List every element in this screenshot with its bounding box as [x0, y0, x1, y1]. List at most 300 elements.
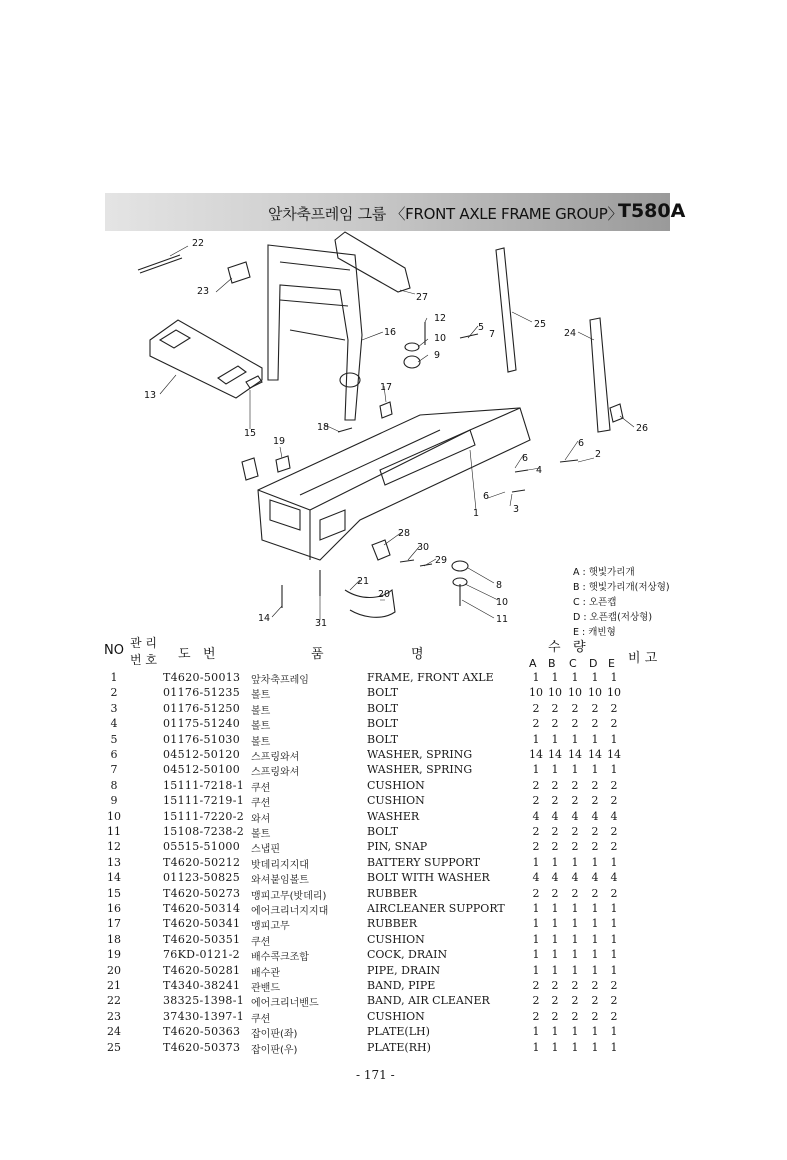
row-qty-e: 4	[610, 809, 618, 823]
row-korean-name: 스냅핀	[251, 844, 280, 856]
row-part-number: 01123-50825	[163, 871, 241, 885]
row-korean-name: 맹피고무	[251, 921, 290, 933]
callout-10b: 10	[496, 597, 509, 608]
callout-12: 12	[434, 313, 447, 324]
table-row	[0, 748, 787, 764]
row-qty-e: 1	[610, 732, 618, 746]
variant-legend	[573, 565, 670, 640]
table-row	[0, 887, 787, 903]
row-korean-name: 볼트	[251, 829, 271, 840]
row-qty-a: 2	[532, 778, 540, 792]
row-qty-a: 10	[529, 686, 543, 700]
row-qty-c: 2	[571, 825, 579, 838]
row-korean-name: 볼트	[251, 736, 271, 748]
row-qty-d: 2	[591, 778, 599, 792]
row-no: 25	[107, 1040, 121, 1054]
row-part-number: 01176-51250	[163, 701, 241, 715]
row-qty-a: 2	[532, 1009, 540, 1023]
row-qty-a: 1	[532, 763, 540, 777]
callout-3: 3	[513, 504, 520, 515]
model-code: T580A	[618, 200, 686, 222]
row-part-number: T4620-50273	[163, 886, 241, 900]
row-no: 20	[107, 963, 121, 977]
page-title: 앞차축프레임 그룹 〈FRONT AXLE FRAME GROUP〉	[268, 205, 623, 223]
row-part-number: 15111-7219-1	[163, 794, 245, 808]
callout-8: 8	[496, 580, 503, 591]
callout-5: 5	[478, 322, 485, 333]
row-qty-b: 1	[551, 671, 559, 684]
header-variant-b: B	[548, 657, 556, 670]
row-no: 3	[110, 701, 118, 715]
table-row	[0, 825, 787, 841]
row-part-number: T4620-50341	[163, 917, 241, 931]
row-qty-b: 2	[551, 1009, 559, 1023]
row-korean-name: 와셔붙임볼트	[251, 875, 309, 887]
row-part-number: 01175-51240	[163, 717, 241, 731]
row-korean-name: 배수관	[251, 967, 280, 979]
row-english-name: WASHER, SPRING	[367, 763, 473, 777]
header-variant-d: D	[589, 657, 598, 670]
callout-2: 2	[595, 449, 602, 460]
row-no: 12	[107, 840, 121, 854]
part-cushion-23	[228, 262, 250, 283]
table-row	[0, 717, 787, 733]
row-qty-e: 1	[610, 671, 618, 684]
row-no: 17	[107, 917, 121, 931]
row-korean-name: 배수콕크조합	[251, 952, 309, 964]
row-part-number: 04512-50100	[163, 763, 241, 777]
row-qty-d: 1	[591, 932, 599, 946]
row-qty-b: 1	[551, 963, 559, 977]
row-part-number: T4620-50351	[163, 932, 241, 946]
row-qty-e: 2	[610, 994, 618, 1008]
table-row	[0, 917, 787, 933]
row-part-number: T4620-50281	[163, 963, 241, 977]
row-qty-c: 2	[571, 717, 579, 731]
row-qty-b: 1	[551, 732, 559, 746]
row-qty-c: 2	[571, 994, 579, 1008]
row-qty-a: 2	[532, 717, 540, 731]
row-no: 11	[107, 825, 121, 838]
row-part-number: T4620-50013	[163, 671, 241, 684]
row-qty-d: 4	[591, 809, 599, 823]
row-english-name: WASHER, SPRING	[367, 748, 473, 761]
row-qty-e: 10	[607, 686, 621, 700]
row-qty-e: 2	[610, 794, 618, 808]
row-qty-a: 2	[532, 994, 540, 1008]
row-korean-name: 잡이판(우)	[251, 1044, 298, 1056]
row-english-name: RUBBER	[367, 886, 418, 900]
row-qty-b: 2	[551, 840, 559, 854]
row-qty-a: 1	[532, 1040, 540, 1054]
header-variant-c: C	[569, 657, 577, 670]
header-drawing-no: 도 번	[178, 647, 216, 662]
row-no: 8	[110, 778, 118, 792]
callout-19: 19	[273, 436, 286, 447]
row-qty-e: 1	[610, 1040, 618, 1054]
row-qty-c: 2	[571, 1009, 579, 1023]
row-qty-e: 1	[610, 917, 618, 931]
row-qty-b: 1	[551, 932, 559, 946]
row-no: 14	[107, 871, 121, 885]
row-english-name: BOLT	[367, 825, 399, 838]
row-qty-d: 2	[591, 886, 599, 900]
part-plate-25	[496, 248, 516, 372]
row-no: 24	[107, 1025, 121, 1039]
callout-6b: 6	[522, 453, 529, 464]
row-korean-name: 에어크리너지지대	[251, 906, 329, 917]
row-english-name: AIRCLEANER SUPPORT	[367, 902, 505, 915]
table-row	[0, 810, 787, 826]
row-english-name: COCK, DRAIN	[367, 948, 448, 962]
callout-14: 14	[258, 613, 271, 624]
row-qty-b: 10	[548, 686, 562, 700]
part-plate-27	[335, 232, 410, 292]
table-row	[0, 964, 787, 980]
row-korean-name: 와셔	[251, 813, 271, 825]
row-qty-a: 1	[532, 917, 540, 931]
row-qty-b: 2	[551, 794, 559, 808]
row-qty-d: 1	[591, 917, 599, 931]
row-part-number: 04512-50120	[163, 748, 241, 761]
row-english-name: BOLT	[367, 732, 399, 746]
row-no: 15	[107, 886, 121, 900]
row-english-name: PIN, SNAP	[367, 840, 428, 854]
row-no: 18	[107, 932, 121, 946]
row-qty-c: 1	[571, 963, 579, 977]
row-part-number: T4620-50212	[163, 855, 241, 869]
row-qty-c: 2	[571, 979, 579, 992]
row-qty-c: 1	[571, 932, 579, 946]
row-qty-a: 1	[532, 963, 540, 977]
legend-item: E : 캐빈형	[573, 627, 616, 638]
callout-23: 23	[197, 286, 210, 297]
row-no: 5	[110, 732, 118, 746]
row-qty-d: 1	[591, 855, 599, 869]
row-qty-e: 1	[610, 1025, 618, 1039]
row-part-number: 15111-7220-2	[163, 809, 245, 823]
row-qty-c: 1	[571, 1040, 579, 1054]
header-qty: 수 량	[548, 640, 586, 655]
header-variant-e: E	[608, 657, 615, 670]
row-english-name: PIPE, DRAIN	[367, 963, 441, 977]
legend-item: A : 햇빛가리개	[573, 567, 635, 578]
row-qty-c: 1	[571, 948, 579, 962]
callout-15: 15	[244, 428, 257, 439]
callout-29: 29	[435, 555, 448, 566]
row-korean-name: 에어크리너밴드	[251, 998, 319, 1010]
row-english-name: BAND, AIR CLEANER	[367, 994, 490, 1008]
callout-20: 20	[378, 589, 391, 600]
row-qty-a: 2	[532, 840, 540, 854]
row-qty-d: 1	[591, 763, 599, 777]
row-part-number: 76KD-0121-2	[163, 948, 240, 962]
row-qty-a: 1	[532, 948, 540, 962]
row-qty-e: 2	[610, 979, 618, 992]
row-qty-b: 1	[551, 763, 559, 777]
row-english-name: CUSHION	[367, 932, 425, 946]
callout-30: 30	[417, 542, 430, 553]
row-english-name: PLATE(LH)	[367, 1025, 430, 1039]
row-english-name: BOLT WITH WASHER	[367, 871, 490, 885]
callout-26: 26	[636, 423, 649, 434]
row-qty-b: 2	[551, 994, 559, 1008]
row-qty-c: 2	[571, 886, 579, 900]
row-qty-b: 4	[551, 871, 559, 885]
row-qty-a: 2	[532, 701, 540, 715]
row-qty-b: 1	[551, 948, 559, 962]
row-qty-b: 1	[551, 1040, 559, 1054]
row-qty-d: 2	[591, 794, 599, 808]
callout-9: 9	[434, 350, 441, 361]
table-row	[0, 948, 787, 964]
row-qty-a: 1	[532, 932, 540, 946]
row-korean-name: 맹피고무(밧데리)	[251, 890, 327, 902]
row-english-name: CUSHION	[367, 1009, 425, 1023]
page-number: - 171 -	[356, 1068, 395, 1082]
row-part-number: 01176-51030	[163, 732, 241, 746]
row-korean-name: 볼트	[251, 705, 271, 717]
row-qty-b: 1	[551, 1025, 559, 1039]
row-qty-c: 1	[571, 732, 579, 746]
table-row	[0, 794, 787, 810]
row-qty-e: 1	[610, 932, 618, 946]
callout-11: 11	[496, 614, 509, 625]
row-qty-e: 2	[610, 717, 618, 731]
row-qty-e: 2	[610, 825, 618, 838]
row-no: 6	[110, 748, 118, 761]
header-name-right: 명	[411, 647, 424, 662]
row-korean-name: 쿠션	[251, 1013, 271, 1025]
row-qty-e: 1	[610, 963, 618, 977]
row-qty-a: 1	[532, 855, 540, 869]
row-qty-c: 10	[568, 686, 582, 700]
header-no: NO	[104, 643, 124, 658]
row-qty-d: 2	[591, 1009, 599, 1023]
table-row	[0, 671, 787, 687]
row-korean-name: 볼트	[251, 721, 271, 733]
row-no: 19	[107, 948, 121, 962]
row-part-number: 15111-7218-1	[163, 778, 245, 792]
row-qty-b: 2	[551, 979, 559, 992]
callout-22: 22	[192, 238, 205, 249]
row-qty-d: 10	[588, 686, 602, 700]
row-qty-a: 1	[532, 732, 540, 746]
row-qty-c: 2	[571, 840, 579, 854]
row-qty-c: 4	[571, 871, 579, 885]
row-qty-b: 2	[551, 825, 559, 838]
row-qty-e: 1	[610, 902, 618, 915]
row-qty-e: 2	[610, 701, 618, 715]
callout-28: 28	[398, 528, 411, 539]
row-english-name: BOLT	[367, 717, 399, 731]
legend-item: C : 오픈캡	[573, 597, 617, 608]
callout-24: 24	[564, 328, 577, 339]
row-part-number: 15108-7238-2	[163, 825, 245, 838]
table-row	[0, 871, 787, 887]
row-qty-d: 2	[591, 717, 599, 731]
part-plate-24	[590, 318, 610, 432]
row-part-number: 37430-1397-1	[163, 1009, 245, 1023]
legend-item: B : 햇빛가리개(저상형)	[573, 582, 670, 593]
row-part-number: 38325-1398-1	[163, 994, 245, 1008]
row-qty-a: 4	[532, 809, 540, 823]
row-english-name: BAND, PIPE	[367, 979, 436, 992]
row-qty-b: 1	[551, 902, 559, 915]
row-qty-a: 1	[532, 671, 540, 684]
row-qty-c: 4	[571, 809, 579, 823]
row-qty-c: 1	[571, 1025, 579, 1039]
row-qty-d: 2	[591, 701, 599, 715]
row-qty-d: 2	[591, 840, 599, 854]
callout-16: 16	[384, 327, 397, 338]
callout-4: 4	[536, 465, 543, 476]
row-korean-name: 쿠션	[251, 936, 271, 948]
row-qty-e: 4	[610, 871, 618, 885]
row-no: 16	[107, 902, 121, 915]
table-row	[0, 933, 787, 949]
row-korean-name: 앞차축프레임	[251, 675, 309, 686]
row-korean-name: 쿠션	[251, 798, 271, 810]
table-row	[0, 840, 787, 856]
callout-27: 27	[416, 292, 429, 303]
row-no: 13	[107, 855, 121, 869]
row-no: 23	[107, 1009, 121, 1023]
table-row	[0, 686, 787, 702]
table-row	[0, 779, 787, 795]
row-korean-name: 밧데리지지대	[251, 859, 309, 871]
row-part-number: T4340-38241	[163, 979, 241, 992]
row-qty-c: 1	[571, 855, 579, 869]
table-row	[0, 763, 787, 779]
row-no: 22	[107, 994, 121, 1008]
table-row	[0, 902, 787, 918]
header-remark: 비 고	[628, 651, 658, 666]
row-english-name: FRAME, FRONT AXLE	[367, 671, 494, 684]
table-row	[0, 1010, 787, 1026]
row-qty-c: 2	[571, 778, 579, 792]
row-qty-a: 1	[532, 1025, 540, 1039]
part-aircleaner-support	[268, 245, 362, 420]
row-qty-b: 14	[548, 748, 562, 761]
row-qty-c: 2	[571, 701, 579, 715]
row-english-name: BATTERY SUPPORT	[367, 855, 481, 869]
row-qty-b: 2	[551, 701, 559, 715]
header-variant-a: A	[529, 657, 537, 670]
row-korean-name: 관밴드	[251, 983, 280, 994]
row-english-name: WASHER	[367, 809, 420, 823]
row-korean-name: 잡이판(좌)	[251, 1029, 298, 1041]
row-part-number: T4620-50314	[163, 902, 241, 915]
row-qty-b: 2	[551, 778, 559, 792]
table-row	[0, 702, 787, 718]
row-qty-e: 2	[610, 1009, 618, 1023]
table-row	[0, 1041, 787, 1057]
row-english-name: RUBBER	[367, 917, 418, 931]
row-qty-a: 4	[532, 871, 540, 885]
row-qty-b: 4	[551, 809, 559, 823]
part-air-cleaner-band	[138, 255, 182, 273]
row-qty-a: 14	[529, 748, 543, 761]
row-part-number: 01176-51235	[163, 686, 241, 700]
row-qty-c: 1	[571, 671, 579, 684]
callout-17: 17	[380, 382, 393, 393]
row-qty-b: 2	[551, 717, 559, 731]
row-part-number: T4620-50363	[163, 1025, 241, 1039]
row-qty-a: 2	[532, 794, 540, 808]
row-no: 2	[110, 686, 118, 700]
row-qty-e: 1	[610, 763, 618, 777]
row-qty-e: 1	[610, 948, 618, 962]
row-qty-e: 2	[610, 778, 618, 792]
row-no: 4	[110, 717, 118, 731]
row-qty-c: 1	[571, 917, 579, 931]
table-row	[0, 994, 787, 1010]
legend-item: D : 오픈캡(저상형)	[573, 612, 653, 623]
table-row	[0, 979, 787, 995]
row-no: 21	[107, 979, 121, 992]
row-qty-b: 2	[551, 886, 559, 900]
row-qty-c: 1	[571, 902, 579, 915]
callout-21: 21	[357, 576, 370, 587]
row-korean-name: 스프링와셔	[251, 752, 300, 763]
callout-31: 31	[315, 618, 328, 629]
row-english-name: BOLT	[367, 701, 399, 715]
row-qty-c: 14	[568, 748, 582, 761]
row-qty-a: 2	[532, 886, 540, 900]
row-korean-name: 스프링와셔	[251, 767, 300, 779]
row-no: 9	[110, 794, 118, 808]
row-qty-b: 1	[551, 855, 559, 869]
row-qty-d: 1	[591, 1025, 599, 1039]
header-name-left: 품	[311, 647, 324, 662]
row-qty-e: 2	[610, 886, 618, 900]
callout-6a: 6	[578, 438, 585, 449]
callout-6c: 6	[483, 491, 490, 502]
row-qty-d: 1	[591, 1040, 599, 1054]
row-english-name: PLATE(RH)	[367, 1040, 431, 1054]
callout-7: 7	[489, 329, 496, 340]
row-english-name: BOLT	[367, 686, 399, 700]
row-qty-d: 1	[591, 948, 599, 962]
row-korean-name: 볼트	[251, 690, 271, 702]
row-qty-a: 1	[532, 902, 540, 915]
row-part-number: T4620-50373	[163, 1040, 241, 1054]
callout-1: 1	[473, 508, 480, 519]
row-qty-c: 1	[571, 763, 579, 777]
header-mgmt-top: 관 리	[130, 636, 157, 650]
row-qty-d: 2	[591, 825, 599, 838]
row-qty-e: 14	[607, 748, 621, 761]
callout-10: 10	[434, 333, 447, 344]
callout-13: 13	[144, 390, 157, 401]
row-qty-d: 1	[591, 902, 599, 915]
row-no: 10	[107, 809, 121, 823]
row-qty-d: 1	[591, 963, 599, 977]
row-qty-d: 1	[591, 732, 599, 746]
row-korean-name: 쿠션	[251, 782, 271, 794]
row-qty-d: 14	[588, 748, 602, 761]
part-front-axle-frame	[258, 408, 530, 560]
callout-25: 25	[534, 319, 547, 330]
row-qty-e: 2	[610, 840, 618, 854]
row-qty-a: 2	[532, 825, 540, 838]
row-english-name: CUSHION	[367, 778, 425, 792]
callout-18: 18	[317, 422, 330, 433]
row-no: 1	[110, 671, 118, 684]
row-qty-d: 2	[591, 994, 599, 1008]
table-row	[0, 733, 787, 749]
